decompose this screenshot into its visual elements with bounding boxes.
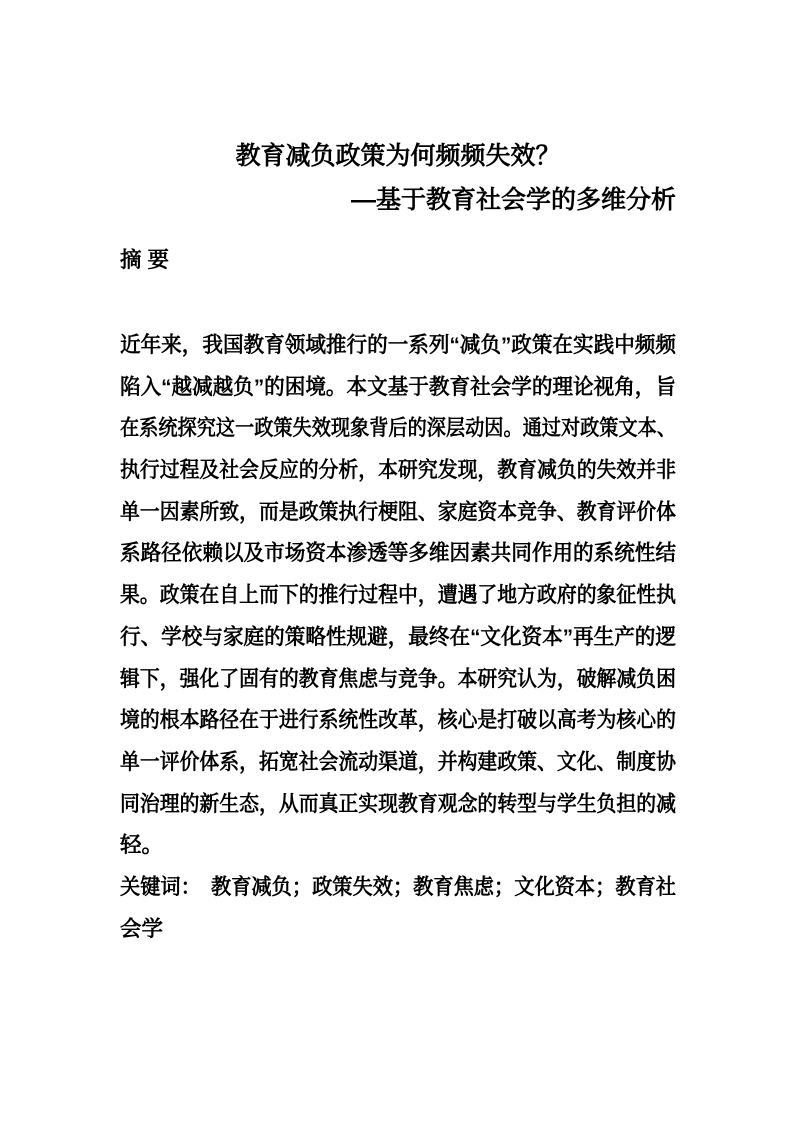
keywords-line-text: 关键词： 教育减负；政策失效；教育焦虑；文化资本；教育社 (120, 874, 676, 899)
document-subtitle: —基于教育社会学的多维分析 (350, 186, 676, 214)
abstract-and-keywords (120, 325, 676, 950)
abstract-line (120, 408, 676, 450)
abstract-line (120, 700, 676, 742)
abstract-line-text: 单一评价体系，拓宽社会流动渠道，并构建政策、文化、制度协 (120, 749, 676, 774)
abstract-line (120, 492, 676, 534)
abstract-line (120, 450, 676, 492)
abstract-line (120, 617, 676, 659)
abstract-line-text: 执行过程及社会反应的分析，本研究发现，教育减负的失效并非 (120, 458, 676, 483)
abstract-line-text: 境的根本路径在于进行系统性改革，核心是打破以高考为核心的 (120, 708, 676, 733)
keywords-line (120, 867, 676, 909)
abstract-line-text: 系路径依赖以及市场资本渗透等多维因素共同作用的系统性结 (120, 541, 676, 566)
abstract-line-text: 近年来，我国教育领域推行的一系列“减负”政策在实践中频频 (120, 333, 676, 357)
abstract-line (120, 659, 676, 701)
abstract-line (120, 575, 676, 617)
abstract-line (120, 784, 676, 826)
keywords-line-text: 会学 (120, 916, 164, 941)
abstract-line-last (120, 825, 676, 867)
keywords-line-last (120, 909, 676, 951)
abstract-line-text: 果。政策在自上而下的推行过程中，遭遇了地方政府的象征性执 (120, 583, 676, 608)
abstract-line-text: 轻。 (120, 833, 164, 858)
abstract-line-text: 同治理的新生态，从而真正实现教育观念的转型与学生负担的减 (120, 791, 676, 816)
abstract-line-text: 辑下，强化了固有的教育焦虑与竞争。本研究认为，破解减负困 (120, 666, 676, 691)
abstract-line (120, 533, 676, 575)
abstract-line (120, 367, 676, 409)
abstract-heading: 摘 要 (120, 248, 169, 272)
document-title: 教育减负政策为何频频失效？ (235, 142, 561, 170)
keywords-section (120, 867, 676, 950)
abstract-line-text: 在系统探究这一政策失效现象背后的深层动因。通过对政策文本、 (120, 416, 676, 441)
abstract-line-text: 单一因素所致，而是政策执行梗阻、家庭资本竞争、教育评价体 (120, 499, 676, 524)
abstract-line (120, 742, 676, 784)
abstract-line (120, 325, 676, 367)
abstract-line-text: 陷入“越减越负”的困境。本文基于教育社会学的理论视角，旨 (120, 374, 676, 399)
abstract-line-text: 行、学校与家庭的策略性规避，最终在“文化资本”再生产的逻 (120, 624, 676, 649)
abstract-body (120, 325, 676, 867)
